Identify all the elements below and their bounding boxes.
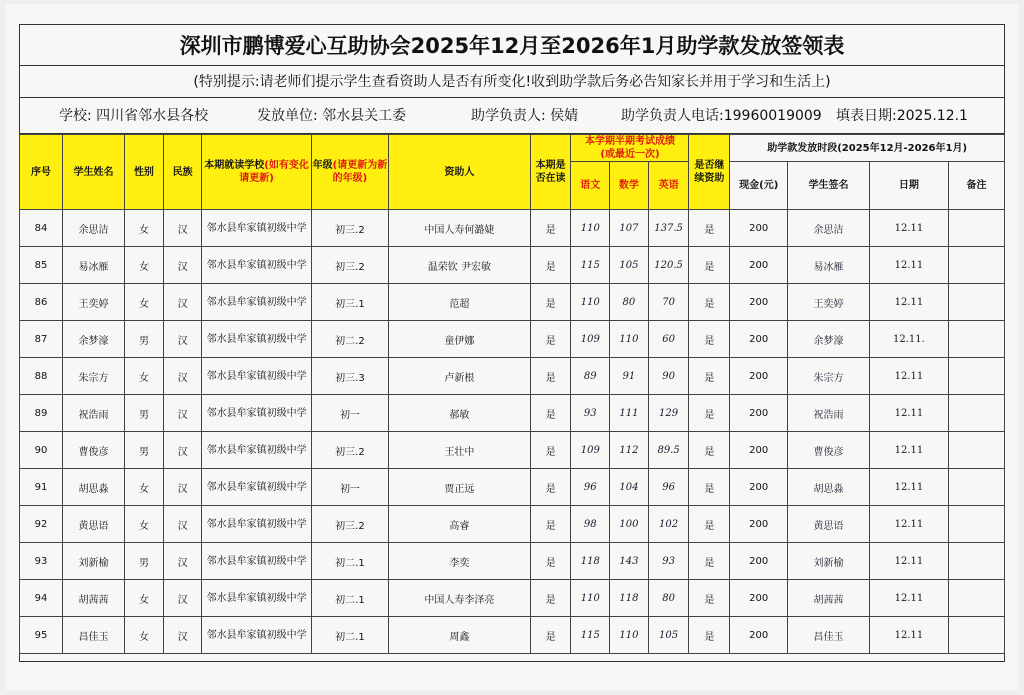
row-no: 87 [20, 321, 63, 358]
ethnicity: 汉 [163, 543, 202, 580]
student-signature: 胡思淼 [788, 469, 870, 506]
special-notice: (特别提示:请老师们提示学生查看资助人是否有所变化!收到助学款后务必告知家长并用于学习和生活上) [19, 66, 1005, 98]
school-name: 邻水县牟家镇初级中学 [202, 506, 311, 543]
row-no: 89 [20, 395, 63, 432]
score-chinese: 118 [571, 543, 610, 580]
header-sponsor: 资助人 [389, 135, 531, 210]
grade: 初一 [311, 469, 388, 506]
student-name: 余思洁 [62, 210, 124, 247]
continue-sponsor: 是 [689, 210, 730, 247]
score-chinese: 109 [571, 432, 610, 469]
table-row [20, 543, 1005, 580]
table-row [20, 469, 1005, 506]
score-math: 112 [610, 432, 649, 469]
ethnicity: 汉 [163, 395, 202, 432]
grade: 初二.2 [311, 321, 388, 358]
remark [949, 432, 1005, 469]
score-math: 111 [610, 395, 649, 432]
student-signature: 胡茜茜 [788, 580, 870, 617]
remark [949, 580, 1005, 617]
score-english: 137.5 [648, 210, 689, 247]
student-signature: 曹俊彦 [788, 432, 870, 469]
header-cash: 现金(元) [730, 162, 788, 210]
ethnicity: 汉 [163, 247, 202, 284]
remark [949, 506, 1005, 543]
form-title: 深圳市鹏博爱心互助协会2025年12月至2026年1月助学款发放签领表 [19, 26, 1005, 66]
score-chinese: 96 [571, 469, 610, 506]
ethnicity: 汉 [163, 469, 202, 506]
header-remark: 备注 [949, 162, 1005, 210]
cash-amount: 200 [730, 284, 788, 321]
cash-amount: 200 [730, 543, 788, 580]
score-math: 110 [610, 617, 649, 654]
score-math: 105 [610, 247, 649, 284]
score-math: 110 [610, 321, 649, 358]
cash-amount: 200 [730, 617, 788, 654]
student-name: 易冰雁 [62, 247, 124, 284]
header-no: 序号 [20, 135, 63, 210]
student-signature: 祝浩雨 [788, 395, 870, 432]
row-no: 90 [20, 432, 63, 469]
grade: 初三.2 [311, 506, 388, 543]
cash-amount: 200 [730, 247, 788, 284]
score-english: 96 [648, 469, 689, 506]
cash-amount: 200 [730, 469, 788, 506]
score-math: 80 [610, 284, 649, 321]
gender: 女 [125, 284, 164, 321]
header-scores-note: (或最近一次) [600, 149, 660, 160]
score-math: 107 [610, 210, 649, 247]
score-chinese: 110 [571, 284, 610, 321]
header-continue: 是否继续资助 [689, 135, 730, 210]
student-signature: 刘新榆 [788, 543, 870, 580]
cash-amount: 200 [730, 506, 788, 543]
remark [949, 543, 1005, 580]
student-signature: 黄思语 [788, 506, 870, 543]
student-signature: 朱宗方 [788, 358, 870, 395]
sponsor: 中国人寿何潞婕 [389, 210, 531, 247]
school-info: 学校: 四川省邻水县各校 [59, 108, 209, 124]
score-english: 89.5 [648, 432, 689, 469]
sponsor: 李奕 [389, 543, 531, 580]
gender: 女 [125, 617, 164, 654]
cash-amount: 200 [730, 395, 788, 432]
gender: 男 [125, 321, 164, 358]
enrolled: 是 [530, 247, 571, 284]
gender: 女 [125, 469, 164, 506]
school-name: 邻水县牟家镇初级中学 [202, 432, 311, 469]
student-name: 胡思淼 [62, 469, 124, 506]
continue-sponsor: 是 [689, 358, 730, 395]
table-row [20, 580, 1005, 617]
header-english: 英语 [648, 162, 689, 210]
sign-date: 12.11 [869, 617, 948, 654]
phone-info: 助学负责人电话:19960019009 [621, 108, 822, 124]
score-math: 100 [610, 506, 649, 543]
remark [949, 617, 1005, 654]
row-no: 86 [20, 284, 63, 321]
sign-date: 12.11 [869, 432, 948, 469]
score-chinese: 110 [571, 210, 610, 247]
cash-amount: 200 [730, 321, 788, 358]
ethnicity: 汉 [163, 432, 202, 469]
continue-sponsor: 是 [689, 247, 730, 284]
student-name: 朱宗方 [62, 358, 124, 395]
enrolled: 是 [530, 580, 571, 617]
ethnicity: 汉 [163, 321, 202, 358]
gender: 男 [125, 395, 164, 432]
grade: 初三.2 [311, 210, 388, 247]
school-name: 邻水县牟家镇初级中学 [202, 284, 311, 321]
info-bar [19, 98, 1005, 134]
sign-date: 12.11 [869, 210, 948, 247]
enrolled: 是 [530, 506, 571, 543]
student-signature: 王奕婷 [788, 284, 870, 321]
continue-sponsor: 是 [689, 617, 730, 654]
gender: 男 [125, 432, 164, 469]
table-row [20, 247, 1005, 284]
continue-sponsor: 是 [689, 506, 730, 543]
continue-sponsor: 是 [689, 580, 730, 617]
sign-date: 12.11 [869, 469, 948, 506]
score-math: 118 [610, 580, 649, 617]
enrolled: 是 [530, 284, 571, 321]
student-name: 胡茜茜 [62, 580, 124, 617]
table-row [20, 506, 1005, 543]
remark [949, 284, 1005, 321]
header-period: 助学款发放时段(2025年12月-2026年1月) [730, 135, 1005, 162]
score-english: 60 [648, 321, 689, 358]
enrolled: 是 [530, 358, 571, 395]
header-grade-note: (请更新为新的年级) [332, 160, 388, 184]
grade: 初二.1 [311, 543, 388, 580]
score-chinese: 98 [571, 506, 610, 543]
score-math: 104 [610, 469, 649, 506]
header-grade [311, 135, 388, 210]
score-chinese: 115 [571, 617, 610, 654]
student-signature: 易冰雁 [788, 247, 870, 284]
score-english: 70 [648, 284, 689, 321]
row-no: 95 [20, 617, 63, 654]
enrolled: 是 [530, 395, 571, 432]
sign-date: 12.11 [869, 247, 948, 284]
remark [949, 210, 1005, 247]
enrolled: 是 [530, 543, 571, 580]
sponsor: 童伊娜 [389, 321, 531, 358]
header-school-main: 本期就读学校 [204, 160, 265, 171]
continue-sponsor: 是 [689, 284, 730, 321]
student-name: 刘新榆 [62, 543, 124, 580]
school-name: 邻水县牟家镇初级中学 [202, 247, 311, 284]
score-math: 91 [610, 358, 649, 395]
continue-sponsor: 是 [689, 543, 730, 580]
score-chinese: 93 [571, 395, 610, 432]
cash-amount: 200 [730, 432, 788, 469]
table-row [20, 617, 1005, 654]
sign-date: 12.11 [869, 395, 948, 432]
header-grade-main: 年级 [312, 160, 333, 171]
table-row [20, 395, 1005, 432]
school-name: 邻水县牟家镇初级中学 [202, 321, 311, 358]
school-name: 邻水县牟家镇初级中学 [202, 617, 311, 654]
sponsor: 王壮中 [389, 432, 531, 469]
sponsor: 中国人寿李泽亮 [389, 580, 531, 617]
student-signature: 余梦濠 [788, 321, 870, 358]
grade: 初二.1 [311, 617, 388, 654]
header-chinese: 语文 [571, 162, 610, 210]
row-no: 84 [20, 210, 63, 247]
grade: 初二.1 [311, 580, 388, 617]
grade: 初一 [311, 395, 388, 432]
remark [949, 358, 1005, 395]
score-english: 90 [648, 358, 689, 395]
table-row [20, 358, 1005, 395]
student-name: 黄思语 [62, 506, 124, 543]
disbursement-table [19, 134, 1005, 654]
enrolled: 是 [530, 432, 571, 469]
sponsor: 温荣钦 尹宏敏 [389, 247, 531, 284]
enrolled: 是 [530, 210, 571, 247]
header-enrolled: 本期是否在读 [530, 135, 571, 210]
table-row [20, 432, 1005, 469]
school-name: 邻水县牟家镇初级中学 [202, 580, 311, 617]
sponsor: 贾正远 [389, 469, 531, 506]
student-name: 祝浩雨 [62, 395, 124, 432]
header-name: 学生姓名 [62, 135, 124, 210]
sponsor: 高睿 [389, 506, 531, 543]
table-row [20, 284, 1005, 321]
score-english: 102 [648, 506, 689, 543]
manager-info: 助学负责人: 侯婧 [471, 108, 579, 124]
row-no: 92 [20, 506, 63, 543]
row-no: 91 [20, 469, 63, 506]
header-gender: 性别 [125, 135, 164, 210]
grade: 初三.3 [311, 358, 388, 395]
ethnicity: 汉 [163, 580, 202, 617]
student-name: 王奕婷 [62, 284, 124, 321]
ethnicity: 汉 [163, 358, 202, 395]
score-english: 93 [648, 543, 689, 580]
score-chinese: 115 [571, 247, 610, 284]
gender: 女 [125, 247, 164, 284]
row-no: 93 [20, 543, 63, 580]
sign-date: 12.11 [869, 358, 948, 395]
ethnicity: 汉 [163, 506, 202, 543]
continue-sponsor: 是 [689, 395, 730, 432]
student-name: 昌佳玉 [62, 617, 124, 654]
sign-date: 12.11 [869, 543, 948, 580]
sponsor: 周鑫 [389, 617, 531, 654]
gender: 女 [125, 580, 164, 617]
cash-amount: 200 [730, 580, 788, 617]
row-no: 94 [20, 580, 63, 617]
remark [949, 247, 1005, 284]
score-english: 80 [648, 580, 689, 617]
header-scores [571, 135, 689, 162]
school-name: 邻水县牟家镇初级中学 [202, 469, 311, 506]
row-no: 85 [20, 247, 63, 284]
remark [949, 469, 1005, 506]
score-english: 129 [648, 395, 689, 432]
header-school-note: (如有变化请更新) [239, 160, 309, 184]
sponsor: 郝敏 [389, 395, 531, 432]
enrolled: 是 [530, 617, 571, 654]
grade: 初三.2 [311, 432, 388, 469]
header-signature: 学生签名 [788, 162, 870, 210]
header-date: 日期 [869, 162, 948, 210]
ethnicity: 汉 [163, 617, 202, 654]
student-signature: 昌佳玉 [788, 617, 870, 654]
school-name: 邻水县牟家镇初级中学 [202, 543, 311, 580]
header-school [202, 135, 311, 210]
enrolled: 是 [530, 321, 571, 358]
gender: 女 [125, 210, 164, 247]
sign-date: 12.11 [869, 284, 948, 321]
grade: 初三.1 [311, 284, 388, 321]
ethnicity: 汉 [163, 210, 202, 247]
student-name: 曹俊彦 [62, 432, 124, 469]
enrolled: 是 [530, 469, 571, 506]
gender: 男 [125, 543, 164, 580]
cash-amount: 200 [730, 210, 788, 247]
table-row [20, 321, 1005, 358]
continue-sponsor: 是 [689, 469, 730, 506]
score-chinese: 89 [571, 358, 610, 395]
grade: 初三.2 [311, 247, 388, 284]
score-math: 143 [610, 543, 649, 580]
continue-sponsor: 是 [689, 321, 730, 358]
sign-date: 12.11 [869, 580, 948, 617]
sign-date: 12.11 [869, 506, 948, 543]
continue-sponsor: 是 [689, 432, 730, 469]
header-scores-main: 本学期半期考试成绩 [584, 136, 675, 147]
score-chinese: 110 [571, 580, 610, 617]
table-row [20, 210, 1005, 247]
score-english: 120.5 [648, 247, 689, 284]
student-name: 余梦濠 [62, 321, 124, 358]
header-math: 数学 [610, 162, 649, 210]
fill-date-info: 填表日期:2025.12.1 [836, 108, 968, 124]
row-no: 88 [20, 358, 63, 395]
score-chinese: 109 [571, 321, 610, 358]
cash-amount: 200 [730, 358, 788, 395]
sponsor: 范超 [389, 284, 531, 321]
student-signature: 余思洁 [788, 210, 870, 247]
ethnicity: 汉 [163, 284, 202, 321]
school-name: 邻水县牟家镇初级中学 [202, 210, 311, 247]
school-name: 邻水县牟家镇初级中学 [202, 395, 311, 432]
remark [949, 321, 1005, 358]
score-english: 105 [648, 617, 689, 654]
sign-date: 12.11. [869, 321, 948, 358]
header-ethnicity: 民族 [163, 135, 202, 210]
gender: 女 [125, 358, 164, 395]
school-name: 邻水县牟家镇初级中学 [202, 358, 311, 395]
sponsor: 卢新根 [389, 358, 531, 395]
gender: 女 [125, 506, 164, 543]
remark [949, 395, 1005, 432]
issuer-info: 发放单位: 邻水县关工委 [257, 108, 407, 124]
